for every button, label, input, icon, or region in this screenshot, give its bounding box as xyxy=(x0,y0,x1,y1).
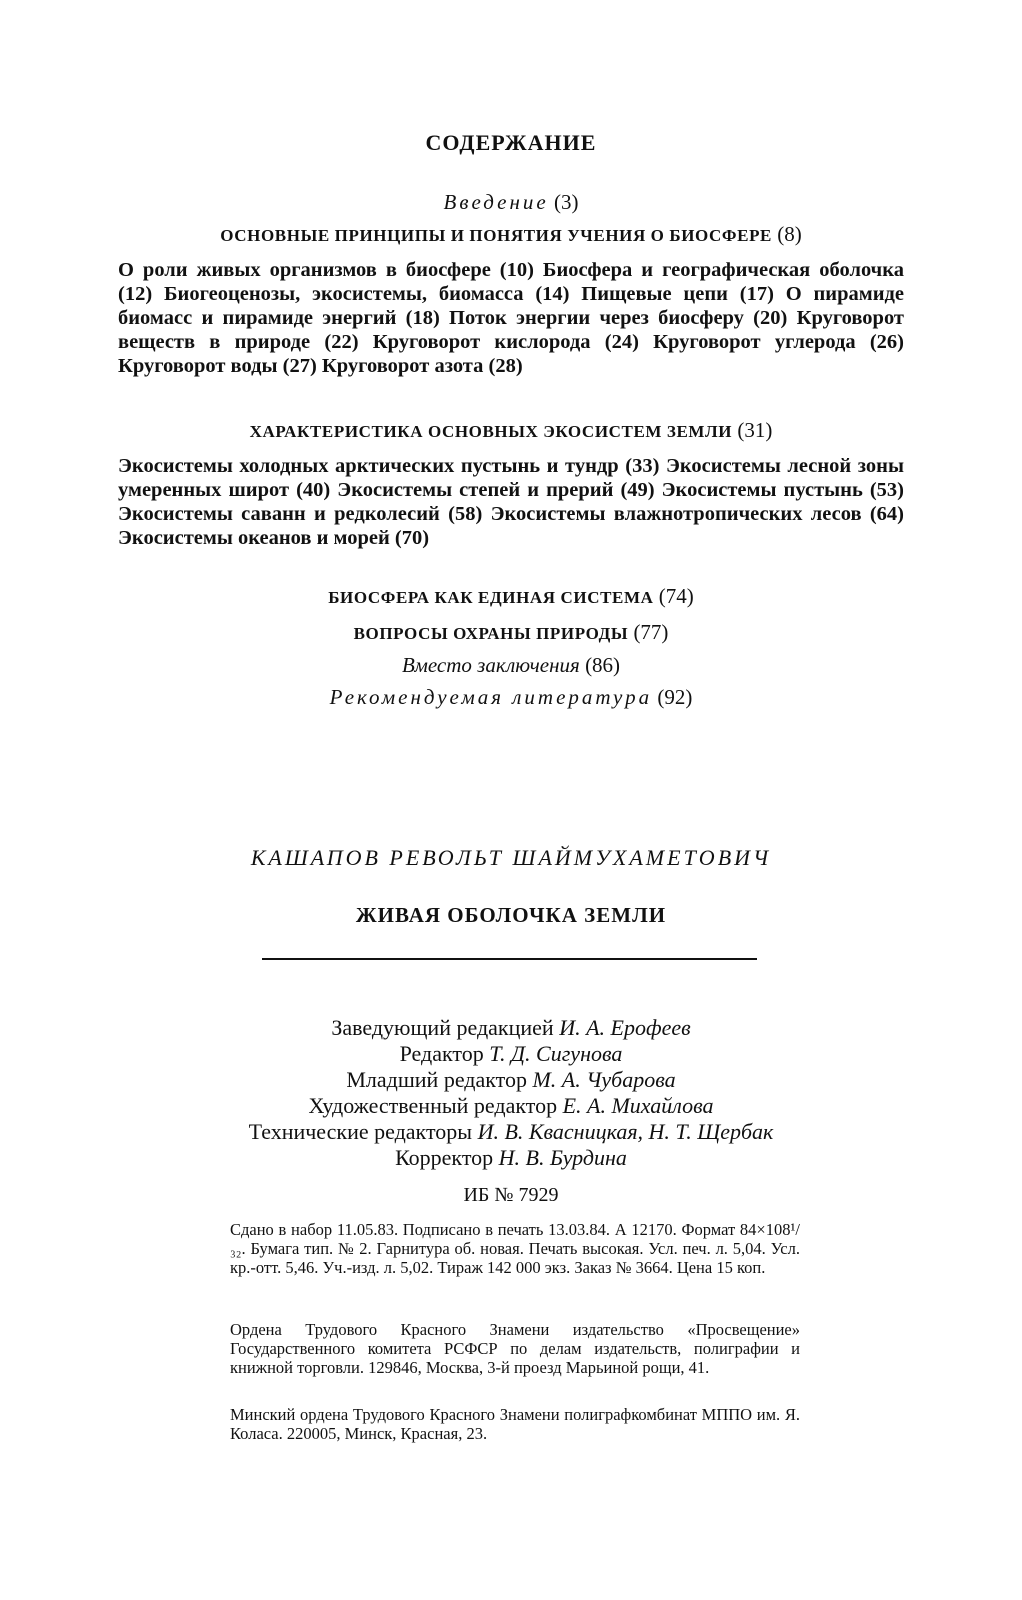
toc-section-2 xyxy=(0,418,1022,443)
staff-person: Н. В. Бурдина xyxy=(498,1145,627,1170)
toc-section-4-page: (77) xyxy=(633,620,669,644)
toc-section-1-items: О роли живых организмов в биосфере (10) Биосфера и географическая оболочка (12) Биогеоценозы, экосистемы, биомасса (14) Пищевые цепи (17) О пирамиде биомасс и пирамиде энергий (18) Поток энергии через биосферу (20) Круговорот веществ в природе (22) Круговорот кислорода (24) Круговорот углерода (26) Круговорот воды (27) Круговорот азота (28) xyxy=(118,259,904,377)
staff-person: М. А. Чубарова xyxy=(532,1067,676,1092)
toc-section-4 xyxy=(0,620,1022,645)
staff-line xyxy=(0,1041,1022,1067)
toc-title: СОДЕРЖАНИЕ xyxy=(425,130,597,155)
staff-role: Корректор xyxy=(395,1145,494,1170)
toc-section-1-page: (8) xyxy=(777,222,802,246)
toc-section-3-page: (74) xyxy=(658,584,694,608)
staff-role: Художественный редактор xyxy=(308,1093,558,1118)
book-author: КАШАПОВ РЕВОЛЬТ ШАЙМУХАМЕТОВИЧ xyxy=(250,845,772,870)
book-title: ЖИВАЯ ОБОЛОЧКА ЗЕМЛИ xyxy=(355,903,667,927)
staff-line xyxy=(0,1067,1022,1093)
toc-intro xyxy=(0,190,1022,215)
toc-intro-page: (3) xyxy=(553,190,579,214)
staff-role: Заведующий редакцией xyxy=(331,1015,554,1040)
staff-line xyxy=(0,1093,1022,1119)
toc-section-2-heading: ХАРАКТЕРИСТИКА ОСНОВНЫХ ЭКОСИСТЕМ ЗЕМЛИ xyxy=(249,422,733,441)
toc-section-3 xyxy=(0,584,1022,609)
toc-conclusion-label: Вместо заключения xyxy=(401,653,580,677)
staff-role: Редактор xyxy=(399,1041,484,1066)
toc-section-1-heading: ОСНОВНЫЕ ПРИНЦИПЫ И ПОНЯТИЯ УЧЕНИЯ О БИОСФЕРЕ xyxy=(220,226,772,245)
toc-literature xyxy=(0,685,1022,710)
toc-section-1 xyxy=(0,222,1022,247)
imprint-printer: Минский ордена Трудового Красного Знамени полиграфкомбинат МППО им. Я. Коласа. 220005, Минск, Красная, 23. xyxy=(230,1405,800,1443)
toc-intro-label: Введение xyxy=(443,190,549,214)
staff-person: И. А. Ерофеев xyxy=(559,1015,691,1040)
staff-person: Т. Д. Сигунова xyxy=(489,1041,623,1066)
imprint-publisher: Ордена Трудового Красного Знамени издательство «Просвещение» Государственного комитета РСФСР по делам издательств, полиграфии и книжной торговли. 129846, Москва, 3-й проезд Марьиной рощи, 41. xyxy=(230,1320,800,1377)
staff-person: Е. А. Михайлова xyxy=(562,1093,714,1118)
toc-section-3-heading: БИОСФЕРА КАК ЕДИНАЯ СИСТЕМА xyxy=(328,588,654,607)
imprint-print-details: Сдано в набор 11.05.83. Подписано в печать 13.03.84. А 12170. Формат 84×108¹/₃₂. Бумага тип. № 2. Гарнитура об. новая. Печать высокая. Усл. печ. л. 5,04. Усл. кр.-отт. 5,46. Уч.-изд. л. 5,02. Тираж 142 000 экз. Заказ № 3664. Цена 15 коп. xyxy=(230,1220,800,1277)
divider-rule xyxy=(262,958,757,960)
toc-section-2-page: (31) xyxy=(737,418,773,442)
staff-line xyxy=(0,1015,1022,1041)
toc-literature-label: Рекомендуемая литература xyxy=(329,685,653,709)
staff-line xyxy=(0,1145,1022,1171)
staff-role: Технические редакторы xyxy=(248,1119,473,1144)
toc-conclusion-page: (86) xyxy=(585,653,621,677)
ib-number: ИБ № 7929 xyxy=(463,1184,559,1206)
toc-section-2-items: Экосистемы холодных арктических пустынь и тундр (33) Экосистемы лесной зоны умеренных широт (40) Экосистемы степей и прерий (49) Экосистемы пустынь (53) Экосистемы саванн и редколесий (58) Экосистемы влажнотропических лесов (64) Экосистемы океанов и морей (70) xyxy=(118,455,904,549)
toc-section-4-heading: ВОПРОСЫ ОХРАНЫ ПРИРОДЫ xyxy=(353,624,629,643)
staff-role: Младший редактор xyxy=(346,1067,527,1092)
staff-person: И. В. Квасницкая, Н. Т. Щербак xyxy=(477,1119,774,1144)
editorial-staff xyxy=(0,1015,1022,1171)
toc-conclusion xyxy=(0,653,1022,678)
toc-literature-page: (92) xyxy=(657,685,693,709)
staff-line xyxy=(0,1119,1022,1145)
